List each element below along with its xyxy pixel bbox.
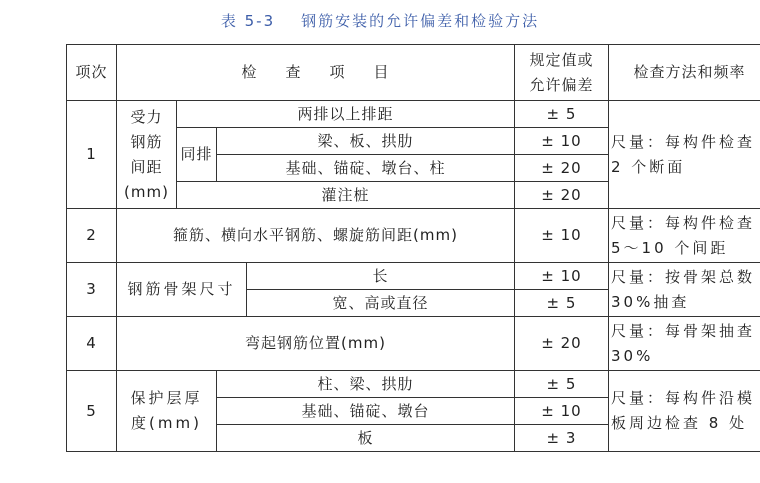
row-group: 钢筋骨架尺寸: [117, 263, 247, 317]
method-cell: 尺量：每骨架抽查 30%: [609, 317, 760, 371]
item-cell: 柱、梁、拱肋: [217, 371, 515, 398]
method-cell: 尺量：每构件沿模 板周边检查 8 处: [609, 371, 760, 452]
item-cell: 长: [247, 263, 515, 290]
header-item: 检 查 项 目: [117, 45, 515, 101]
tolerance-cell: ± 20: [515, 182, 609, 209]
tolerance-cell: ± 20: [515, 155, 609, 182]
header-no: 项次: [67, 45, 117, 101]
row-number: 5: [67, 371, 117, 452]
tolerance-cell: ± 10: [515, 398, 609, 425]
item-cell: 灌注桩: [177, 182, 515, 209]
item-cell: 宽、高或直径: [247, 290, 515, 317]
tolerance-cell: ± 10: [515, 209, 609, 263]
header-row: [67, 45, 760, 101]
row-number: 2: [67, 209, 117, 263]
header-method: 检查方法和频率: [609, 45, 760, 101]
method-cell: 尺量：按骨架总数 30%抽查: [609, 263, 760, 317]
row-group: 受力 钢筋 间距 (mm): [117, 101, 177, 209]
table-title: 钢筋安装的允许偏差和检验方法: [301, 12, 540, 30]
table-row: [67, 317, 760, 371]
item-cell: 箍筋、横向水平钢筋、螺旋筋间距(mm): [117, 209, 515, 263]
tolerance-cell: ± 10: [515, 128, 609, 155]
method-cell: 尺量：每构件检查 5～10 个间距: [609, 209, 760, 263]
table-number: 表 5-3: [220, 12, 276, 30]
table-caption: [0, 10, 760, 31]
item-cell: 两排以上排距: [177, 101, 515, 128]
table-row: [67, 263, 760, 290]
row-number: 3: [67, 263, 117, 317]
item-cell: 基础、锚碇、墩台: [217, 398, 515, 425]
table-row: [67, 209, 760, 263]
tolerance-cell: ± 3: [515, 425, 609, 452]
method-cell: 尺量：每构件检查 2 个断面: [609, 101, 760, 209]
table-row: [67, 101, 760, 128]
item-cell: 基础、锚碇、墩台、柱: [217, 155, 515, 182]
table-row: [67, 371, 760, 398]
tolerance-table: [66, 44, 760, 452]
item-cell: 梁、板、拱肋: [217, 128, 515, 155]
tolerance-cell: ± 20: [515, 317, 609, 371]
tolerance-cell: ± 5: [515, 290, 609, 317]
item-cell: 弯起钢筋位置(mm): [117, 317, 515, 371]
row-number: 1: [67, 101, 117, 209]
row-number: 4: [67, 317, 117, 371]
subgroup-cell: 同排: [177, 128, 217, 182]
tolerance-cell: ± 5: [515, 101, 609, 128]
header-tolerance: 规定值或 允许偏差: [515, 45, 609, 101]
tolerance-cell: ± 10: [515, 263, 609, 290]
row-group: 保护层厚 度(mm): [117, 371, 217, 452]
item-cell: 板: [217, 425, 515, 452]
tolerance-cell: ± 5: [515, 371, 609, 398]
